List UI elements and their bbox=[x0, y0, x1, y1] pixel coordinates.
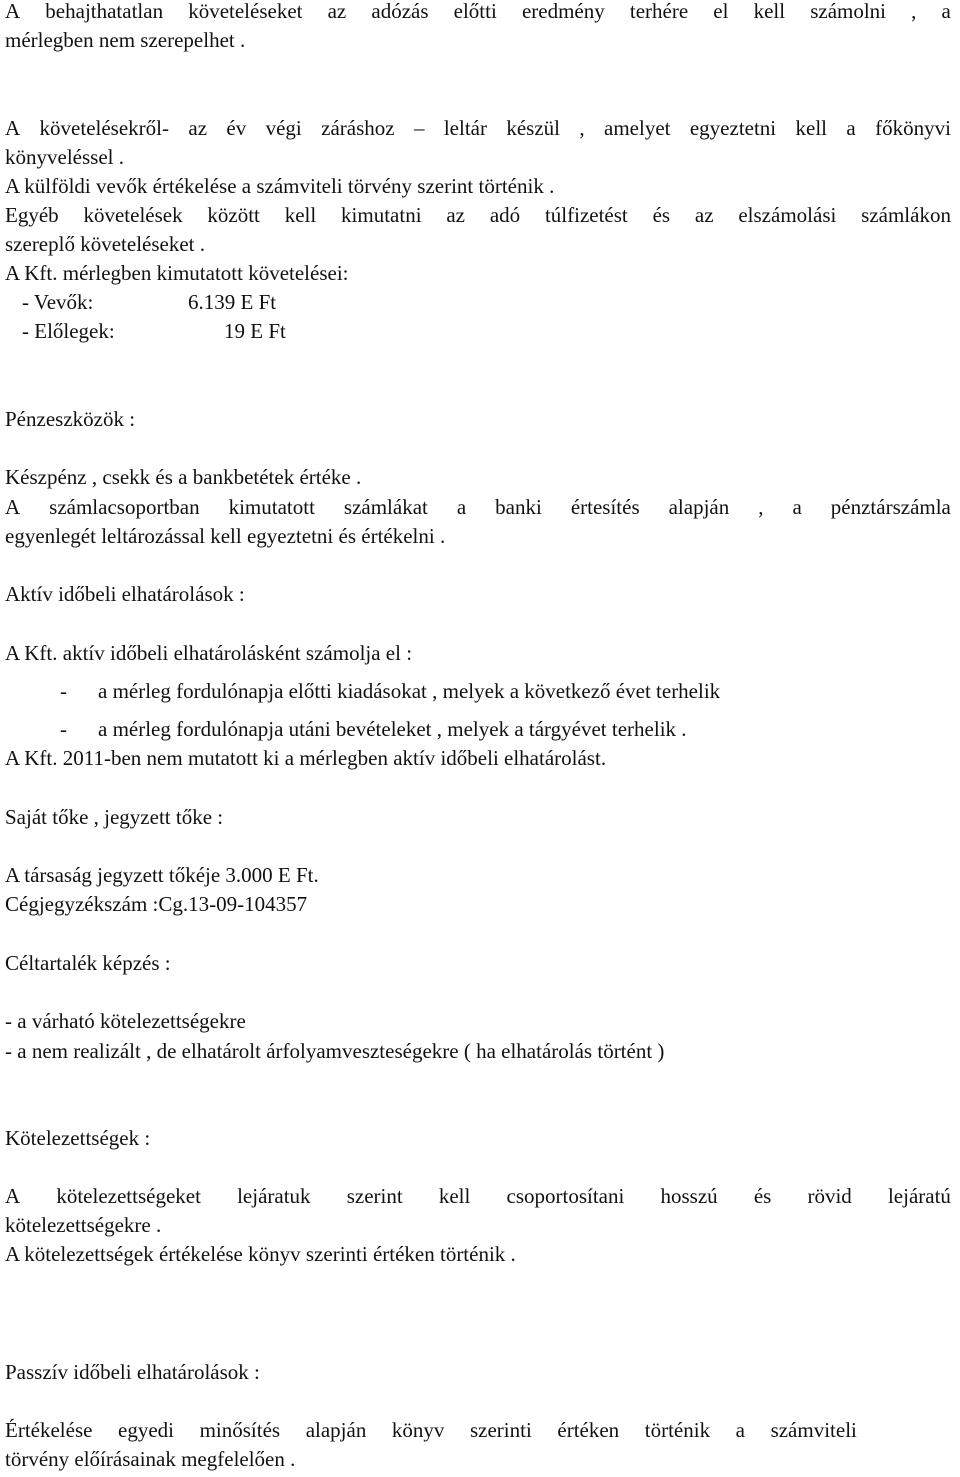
word: túlfizetést bbox=[544, 203, 628, 227]
word: – bbox=[413, 116, 425, 140]
word: , bbox=[758, 495, 764, 519]
text-line: Cégjegyzékszám :Cg.13-09-104357 bbox=[5, 892, 308, 916]
word: kell bbox=[438, 1184, 471, 1208]
word: az bbox=[694, 203, 714, 227]
word: rövid bbox=[807, 1184, 852, 1208]
justified-line bbox=[5, 1182, 951, 1211]
section-heading: Céltartalék képzés : bbox=[5, 951, 171, 975]
word: követelésekről- bbox=[39, 116, 169, 140]
word: kell bbox=[284, 203, 317, 227]
justified-line bbox=[5, 1416, 857, 1445]
receivable-label-elolegek: - Előlegek: bbox=[22, 319, 115, 343]
word: főkönyvi bbox=[875, 116, 951, 140]
word: el bbox=[713, 0, 729, 23]
word: szerinti bbox=[469, 1418, 532, 1442]
word: értesítés bbox=[570, 495, 640, 519]
word: adózás bbox=[371, 0, 429, 23]
word: a bbox=[456, 495, 467, 519]
word: lejáratuk bbox=[237, 1184, 311, 1208]
bullet-item: a mérleg fordulónapja előtti kiadásokat , melyek a következő évet terhelik bbox=[98, 679, 721, 703]
text-line: Készpénz , csekk és a bankbetétek értéke . bbox=[5, 465, 362, 489]
word: számviteli bbox=[770, 1418, 857, 1442]
word: , bbox=[579, 116, 585, 140]
word: kell bbox=[753, 0, 786, 23]
word: csoportosítani bbox=[506, 1184, 625, 1208]
word: A bbox=[5, 116, 21, 140]
text-line: A külföldi vevők értékelése a számviteli törvény szerint történik . bbox=[5, 174, 555, 198]
text-line: A Kft. 2011-ben nem mutatott ki a mérlegben aktív időbeli elhatárolást. bbox=[5, 746, 607, 770]
bullet-item: a mérleg fordulónapja utáni bevételeket , melyek a tárgyévet terhelik . bbox=[98, 717, 687, 741]
word: A bbox=[5, 0, 21, 23]
word: és bbox=[652, 203, 671, 227]
word: A bbox=[5, 1184, 21, 1208]
word: a bbox=[846, 116, 856, 140]
word: az bbox=[188, 116, 208, 140]
justified-line bbox=[5, 201, 951, 230]
word: év bbox=[226, 116, 247, 140]
word: adó bbox=[489, 203, 521, 227]
word: az bbox=[446, 203, 465, 227]
word: behajthatatlan bbox=[45, 0, 164, 23]
word: követelések bbox=[83, 203, 183, 227]
text-line: A Kft. mérlegben kimutatott követelései: bbox=[5, 261, 349, 285]
receivable-label-vevok: - Vevők: bbox=[22, 290, 94, 314]
word: leltár bbox=[443, 116, 487, 140]
word: minősítés bbox=[199, 1418, 281, 1442]
bullet-dash: - bbox=[60, 717, 67, 741]
word: kötelezettségeket bbox=[56, 1184, 201, 1208]
section-heading: Kötelezettségek : bbox=[5, 1126, 151, 1150]
word: záráshoz bbox=[321, 116, 395, 140]
word: történik bbox=[644, 1418, 711, 1442]
receivable-value-elolegek: 19 E Ft bbox=[224, 319, 286, 343]
word: előtti bbox=[453, 0, 497, 23]
section-heading: Aktív időbeli elhatárolások : bbox=[5, 582, 245, 606]
word: számolni bbox=[810, 0, 887, 23]
text-line: - a nem realizált , de elhatárolt árfolyamveszteségekre ( ha elhatárolás történt ) bbox=[5, 1039, 665, 1063]
text-line: A társaság jegyzett tőkéje 3.000 E Ft. bbox=[5, 863, 319, 887]
word: elszámolási bbox=[738, 203, 837, 227]
justified-line bbox=[5, 0, 951, 26]
text-line: mérlegben nem szerepelhet . bbox=[5, 28, 246, 52]
text-line: - a várható kötelezettségekre bbox=[5, 1009, 246, 1033]
text-line: A kötelezettségek értékelése könyv szerinti értéken történik . bbox=[5, 1242, 516, 1266]
text-line: egyenlegét leltározással kell egyeztetni és értékelni . bbox=[5, 524, 446, 548]
word: számlacsoportban bbox=[49, 495, 200, 519]
word: , bbox=[911, 0, 917, 23]
word: végi bbox=[265, 116, 302, 140]
word: amelyet bbox=[604, 116, 671, 140]
word: egyeztetni bbox=[689, 116, 777, 140]
word: számlákon bbox=[861, 203, 951, 227]
word: alapján bbox=[668, 495, 730, 519]
word: egyedi bbox=[118, 1418, 175, 1442]
text-line: törvény előírásainak megfelelően . bbox=[5, 1447, 296, 1471]
word: lejáratú bbox=[887, 1184, 951, 1208]
word: értéken bbox=[557, 1418, 620, 1442]
text-line: A Kft. aktív időbeli elhatárolásként számolja el : bbox=[5, 641, 413, 665]
word: szerint bbox=[346, 1184, 403, 1208]
text-line: kötelezettségekre . bbox=[5, 1213, 162, 1237]
word: banki bbox=[495, 495, 542, 519]
word: az bbox=[327, 0, 347, 23]
word: kell bbox=[795, 116, 828, 140]
justified-line bbox=[5, 114, 951, 143]
word: követeléseket bbox=[188, 0, 303, 23]
word: könyv bbox=[391, 1418, 445, 1442]
word: kimutatott bbox=[228, 495, 315, 519]
word: a bbox=[735, 1418, 745, 1442]
section-heading: Saját tőke , jegyzett tőke : bbox=[5, 805, 224, 829]
section-heading: Pénzeszközök : bbox=[5, 407, 136, 431]
word: a bbox=[941, 0, 951, 23]
word: készül bbox=[506, 116, 561, 140]
word: A bbox=[5, 495, 21, 519]
text-line: könyveléssel . bbox=[5, 145, 124, 169]
word: között bbox=[207, 203, 260, 227]
bullet-dash: - bbox=[60, 679, 67, 703]
word: Értékelése bbox=[5, 1418, 93, 1442]
word: kimutatni bbox=[341, 203, 422, 227]
receivable-value-vevok: 6.139 E Ft bbox=[188, 290, 277, 314]
word: Egyéb bbox=[5, 203, 59, 227]
word: terhére bbox=[629, 0, 689, 23]
justified-line bbox=[5, 493, 951, 522]
word: számlákat bbox=[343, 495, 428, 519]
section-heading: Passzív időbeli elhatárolások : bbox=[5, 1360, 260, 1384]
word: eredmény bbox=[521, 0, 605, 23]
word: pénztárszámla bbox=[830, 495, 951, 519]
text-line: szereplő követeléseket . bbox=[5, 232, 205, 256]
word: alapján bbox=[305, 1418, 367, 1442]
word: és bbox=[753, 1184, 772, 1208]
word: hosszú bbox=[660, 1184, 718, 1208]
word: a bbox=[792, 495, 802, 519]
